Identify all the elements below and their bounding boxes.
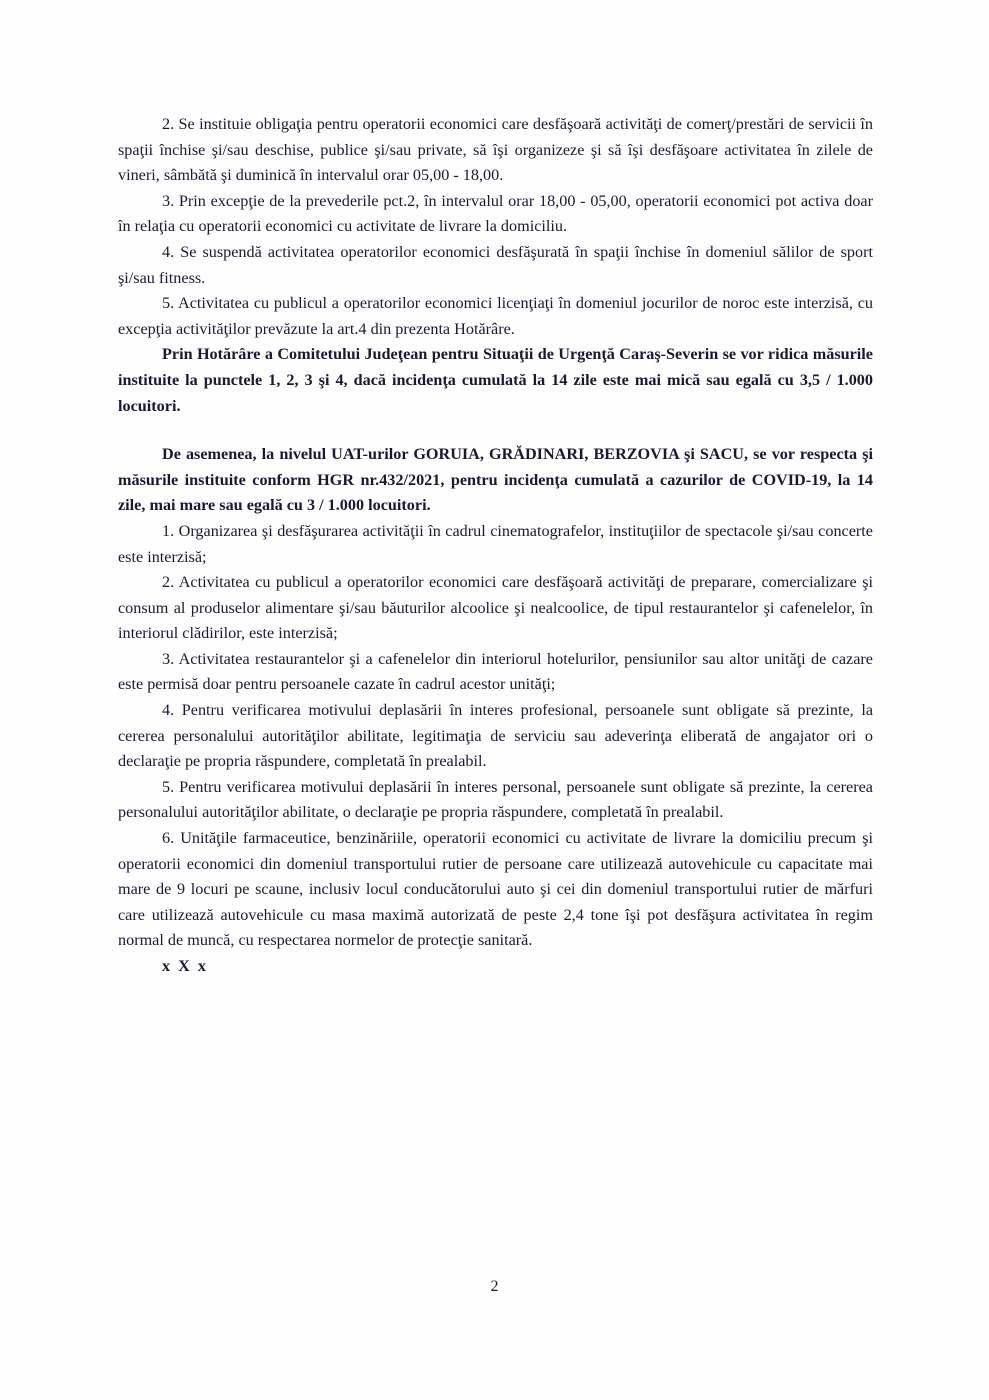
paragraph-2: 2. Se instituie obligaţia pentru operatorii economici care desfăşoară activităţi de comerţ/prestări de servicii în spaţii închise şi/sau deschise, publice şi/sau private, să îşi organizeze şi să îşi desfăşoare activitatea în zilele de vineri, sâmbătă şi duminică în intervalul orar 05,00 - 18,00. [118, 115, 873, 185]
paragraph-item-6: 6. Unităţile farmaceutice, benzinăriile, operatorii economici cu activitate de livrare la domiciliu precum şi operatorii economici din domeniul transportului rutier de persoane care utilizează autovehicule cu capacitate mai mare de 9 locuri pe scaune, inclusiv locul conducătorului auto şi cei din domeniul transportului rutier de mărfuri care utilizează autovehicule cu masa maximă autorizată de peste 2,4 tone îşi pot desfăşura activitatea în regim normal de muncă, cu respectarea normelor de protecţie sanitară. [118, 829, 873, 950]
paragraph-cjsu-lifting-measures: Prin Hotărâre a Comitetului Judeţean pentru Situaţii de Urgenţă Caraş-Severin se vor ridica măsurile instituite la punctele 1, 2, 3 şi 4, dacă incidenţa cumulată la 14 zile este mai mică sau egală cu 3,5 / 1.000 locuitori. [118, 345, 873, 415]
paragraph-item-4: 4. Pentru verificarea motivului deplasării în interes profesional, persoanele sunt obligate să prezinte, la cererea personalului autorităţilor abilitate, legitimaţia de serviciu sau adeverinţa eliberată de angajator ori o declaraţie pe propria răspundere, completată în prealabil. [118, 701, 873, 771]
paragraph-item-1: 1. Organizarea şi desfăşurarea activităţii în cadrul cinematografelor, instituţiilor de spectacole şi/sau concerte este interzisă; [118, 521, 873, 566]
paragraph-5: 5. Activitatea cu publicul a operatorilor economici licenţiaţi în domeniul jocurilor de noroc este interzisă, cu excepţia activităţilor prevăzute la art.4 din prezenta Hotărâre. [118, 294, 873, 338]
paragraph-item-3: 3. Activitatea restaurantelor şi a cafenelelor din interiorul hotelurilor, pensiunilor sau altor unităţi de cazare este permisă doar pentru persoanele cazate în cadrul acestor unităţi; [118, 649, 873, 694]
paragraph-spacer [118, 419, 873, 442]
paragraph-item-5: 5. Pentru verificarea motivului deplasării în interes personal, persoanele sunt obligate să prezinte, la cererea personalului autorităţilor abilitate, o declaraţie pe propria răspundere, completată în prealabil. [118, 777, 873, 822]
document-body [118, 112, 873, 980]
section-separator: x X x [162, 957, 208, 975]
paragraph-4: 4. Se suspendă activitatea operatorilor economici desfăşurată în spaţii închise în domeniul sălilor de sport şi/sau fitness. [118, 242, 873, 287]
paragraph-uat-list: De asemenea, la nivelul UAT-urilor GORUIA, GRĂDINARI, BERZOVIA şi SACU, se vor respecta şi măsurile instituite conform HGR nr.432/2021, pentru incidenţa cumulată a cazurilor de COVID-19, la 14 zile, mai mare sau egală cu 3 / 1.000 locuitori. [118, 445, 873, 515]
paragraph-3: 3. Prin excepţie de la prevederile pct.2, în intervalul orar 18,00 - 05,00, operatorii economici pot activa doar în relaţia cu operatorii economici cu activitate de livrare la domiciliu. [118, 191, 873, 236]
paragraph-item-2: 2. Activitatea cu publicul a operatorilor economici care desfăşoară activităţi de preparare, comercializare şi consum al produselor alimentare şi/sau băuturilor alcoolice şi nealcoolice, de tipul restaurantelor şi cafenelelor, în interiorul clădirilor, este interzisă; [118, 573, 873, 643]
page-number: 2 [490, 1278, 499, 1295]
